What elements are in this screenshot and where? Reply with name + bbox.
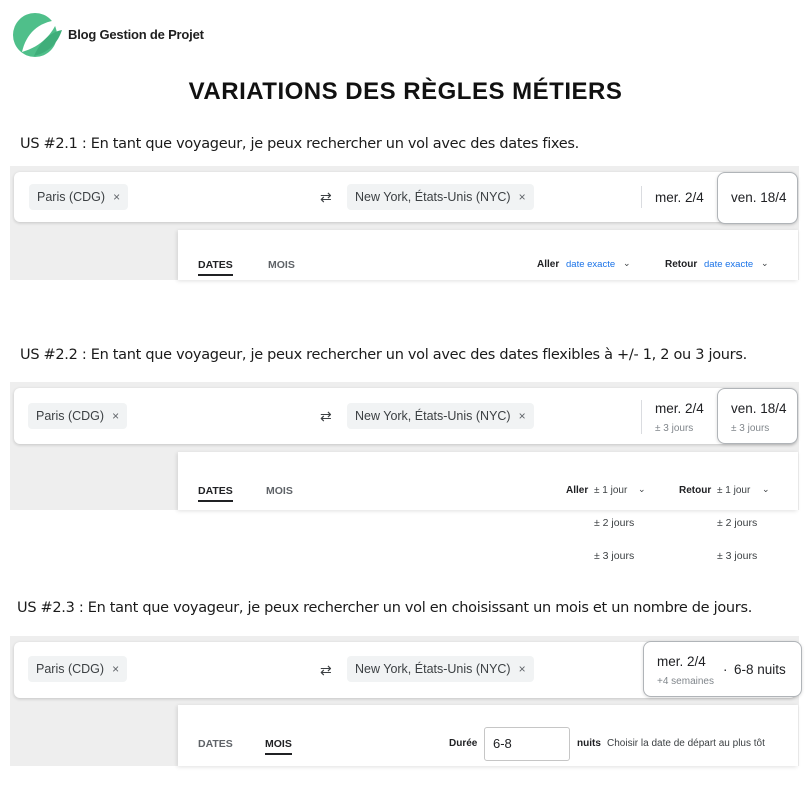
aller-select[interactable]: ± 1 jour: [594, 485, 628, 496]
destination-label: New York, États-Unis (NYC): [355, 190, 511, 204]
chevron-down-icon[interactable]: ⌄: [761, 258, 769, 268]
user-story-2-1: US #2.1 : En tant que voyageur, je peux rechercher un vol avec des dates fixes.: [20, 136, 579, 152]
nights-range: 6-8 nuits: [734, 662, 786, 677]
tab-dates[interactable]: DATES: [198, 738, 233, 750]
depart-flex: ± 3 jours: [655, 423, 694, 434]
aller-option[interactable]: ± 3 jours: [594, 550, 635, 562]
return-date: ven. 18/4: [731, 401, 787, 416]
chevron-down-icon[interactable]: ⌄: [762, 484, 770, 494]
chevron-down-icon[interactable]: ⌄: [638, 484, 646, 494]
chevron-down-icon[interactable]: ⌄: [623, 258, 631, 268]
origin-label: Paris (CDG): [37, 190, 106, 204]
retour-select[interactable]: ± 1 jour: [717, 485, 751, 496]
origin-chip[interactable]: [28, 403, 127, 429]
user-story-2-2: US #2.2 : En tant que voyageur, je peux rechercher un vol avec des dates flexibles à +/- 1, 2 ou 3 jours.: [20, 347, 747, 363]
duree-input[interactable]: 6-8: [484, 727, 570, 761]
aller-label: Aller: [537, 259, 560, 270]
destination-chip[interactable]: [347, 184, 534, 210]
tab-dates[interactable]: DATES: [198, 259, 233, 271]
aller-select[interactable]: date exacte: [566, 259, 616, 270]
retour-select[interactable]: date exacte: [704, 259, 754, 270]
origin-label: Paris (CDG): [36, 662, 105, 676]
tab-mois[interactable]: MOIS: [265, 738, 292, 750]
return-date-box[interactable]: [717, 388, 798, 444]
divider: [641, 400, 642, 434]
depart-sub: +4 semaines: [657, 676, 714, 687]
leaf-logo-icon: [12, 12, 64, 58]
return-date: ven. 18/4: [731, 190, 787, 205]
aller-label: Aller: [566, 485, 589, 496]
clear-origin-icon[interactable]: ×: [113, 190, 121, 204]
destination-label: New York, États-Unis (NYC): [355, 409, 511, 423]
swap-icon[interactable]: ⇄: [320, 662, 332, 678]
page-title: VARIATIONS DES RÈGLES MÉTIERS: [188, 78, 623, 105]
aller-option[interactable]: ± 2 jours: [594, 517, 635, 529]
return-flex: ± 3 jours: [731, 423, 770, 434]
date-options-panel-1: [178, 230, 798, 280]
tab-dates[interactable]: DATES: [198, 485, 233, 497]
depart-date[interactable]: mer. 2/4: [655, 401, 704, 416]
tab-mois[interactable]: MOIS: [268, 259, 295, 271]
divider: [641, 186, 642, 208]
retour-label: Retour: [665, 259, 698, 270]
retour-option[interactable]: ± 2 jours: [717, 517, 758, 529]
tab-mois[interactable]: MOIS: [266, 485, 293, 497]
clear-destination-icon[interactable]: ×: [518, 190, 526, 204]
duree-label: Durée: [449, 738, 478, 749]
date-options-panel-2: [178, 452, 798, 510]
clear-origin-icon[interactable]: ×: [112, 409, 120, 423]
origin-chip[interactable]: [28, 656, 127, 682]
swap-icon[interactable]: ⇄: [320, 189, 332, 205]
logo: [12, 12, 64, 58]
origin-label: Paris (CDG): [36, 409, 105, 423]
clear-origin-icon[interactable]: ×: [112, 662, 120, 676]
brand-name: Blog Gestion de Projet: [68, 27, 204, 42]
origin-chip[interactable]: [29, 184, 128, 210]
retour-label: Retour: [679, 485, 712, 496]
destination-chip[interactable]: [347, 403, 534, 429]
user-story-2-3: US #2.3 : En tant que voyageur, je peux rechercher un vol en choisissant un mois et un nombre de jours.: [17, 600, 753, 616]
clear-destination-icon[interactable]: ×: [518, 409, 526, 423]
clear-destination-icon[interactable]: ×: [518, 662, 526, 676]
destination-label: New York, États-Unis (NYC): [355, 662, 511, 676]
earliest-departure-hint[interactable]: Choisir la date de départ au plus tôt: [607, 738, 765, 749]
nights-separator: ·: [723, 662, 728, 677]
swap-icon[interactable]: ⇄: [320, 408, 332, 424]
nuits-label: nuits: [577, 738, 601, 749]
retour-option[interactable]: ± 3 jours: [717, 550, 758, 562]
depart-date[interactable]: mer. 2/4: [655, 190, 704, 205]
depart-month: mer. 2/4: [657, 654, 706, 669]
destination-chip[interactable]: [347, 656, 534, 682]
